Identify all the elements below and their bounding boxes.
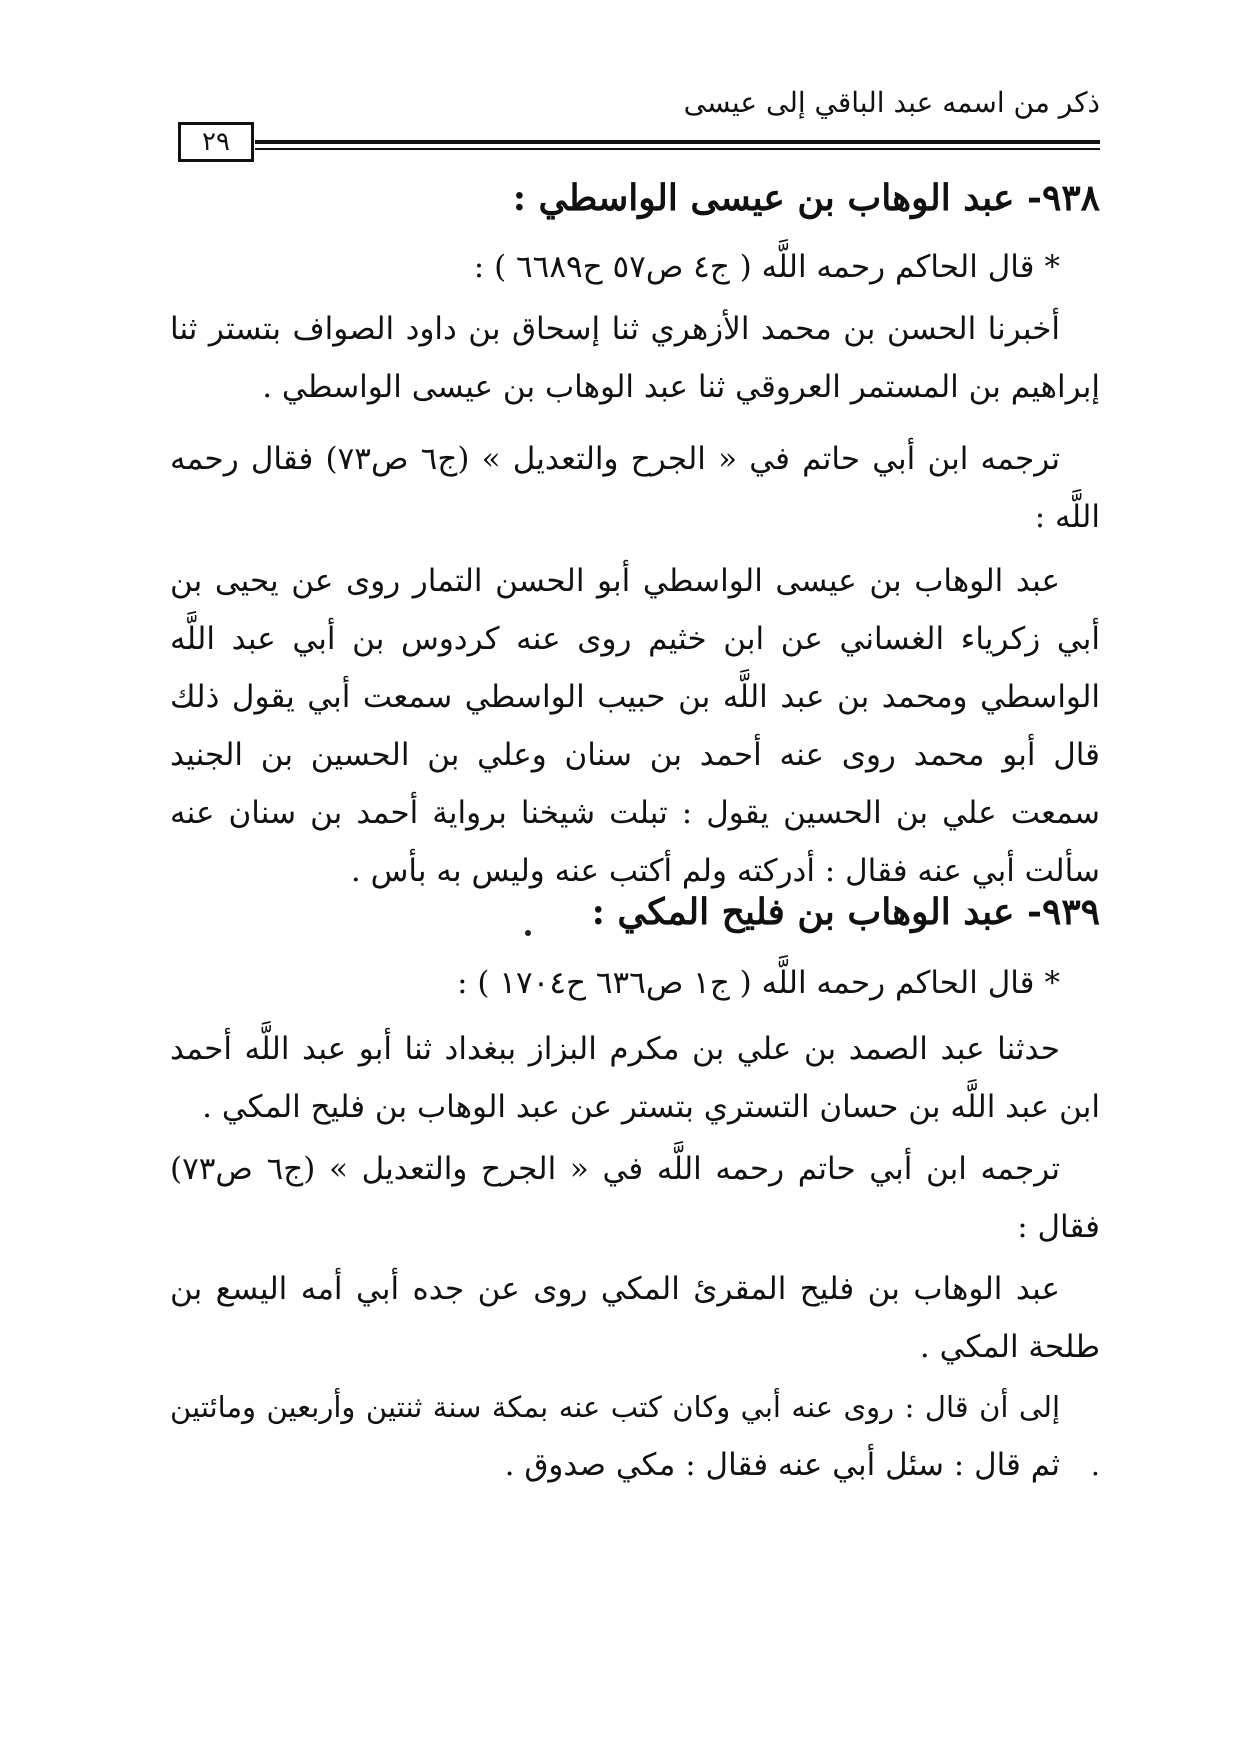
source-citation: قال الحاكم رحمه اللَّه ( ج٤ ص٥٧ ح٦٦٨٩ ) : bbox=[473, 249, 1035, 285]
running-title: ذكر من اسمه عبد الباقي إلى عيسى bbox=[683, 86, 1100, 119]
isnad-paragraph-939: حدثنا عبد الصمد بن علي بن مكرم البزاز ببغداد ثنا أبو عبد اللَّه أحمد ابن عبد اللَّه بن حسان التستري بتستر عن عبد الوهاب بن فليح المكي . bbox=[170, 1031, 1100, 1125]
asterisk-marker: * bbox=[1044, 965, 1060, 1001]
tarjama-text-939: عبد الوهاب بن فليح المقرئ المكي روى عن جده أبي أمه اليسع بن طلحة المكي . bbox=[170, 1271, 1100, 1365]
ink-speck bbox=[525, 930, 531, 936]
tarjama-intro-938: ترجمه ابن أبي حاتم في « الجرح والتعديل » (ج٦ ص٧٣) فقال رحمه اللَّه : bbox=[170, 441, 1100, 535]
tarjama-intro-939: ترجمه ابن أبي حاتم رحمه اللَّه في « الجرح والتعديل » (ج٦ ص٧٣) فقال : bbox=[170, 1151, 1100, 1245]
source-line-939 bbox=[170, 954, 1060, 1012]
entry-heading-939: ٩٣٩- عبد الوهاب بن فليح المكي : bbox=[591, 891, 1100, 933]
entry-heading-938: ٩٣٨- عبد الوهاب بن عيسى الواسطي : bbox=[512, 177, 1100, 219]
page-number-text: ٢٩ bbox=[202, 127, 230, 157]
conclusion-line: ثم قال : سئل أبي عنه فقال : مكي صدوق . bbox=[504, 1447, 1060, 1483]
source-line-938 bbox=[170, 238, 1060, 296]
tarjama-text-938: عبد الوهاب بن عيسى الواسطي أبو الحسن التمار روى عن يحيى بن أبي زكرياء الغساني عن ابن خثيم روى عنه كردوس بن أبي عبد اللَّه الواسطي ومحمد بن عبد اللَّه بن حبيب الواسطي سمعت أبي يقول ذلك قال أبو محمد روى عنه أحمد بن سنان وعلي بن الحسين بن الجنيد سمعت علي بن الحسين يقول : تبلت شيخنا برواية أحمد بن سنان عنه سألت أبي عنه فقال : أدركته ولم أكتب عنه وليس به بأس . bbox=[170, 563, 1100, 889]
isnad-paragraph-938: أخبرنا الحسن بن محمد الأزهري ثنا إسحاق بن داود الصواف بتستر ثنا إبراهيم بن المستمر العروقي ثنا عبد الوهاب بن عيسى الواسطي . bbox=[170, 311, 1100, 405]
page-number bbox=[178, 122, 254, 162]
continuation-line: إلى أن قال : روى عنه أبي وكان كتب عنه بمكة سنة ثنتين وأربعين ومائتين . bbox=[170, 1390, 1100, 1482]
source-citation: قال الحاكم رحمه اللَّه ( ج١ ص٦٣٦ ح١٧٠٤ ) : bbox=[457, 965, 1035, 1001]
asterisk-marker: * bbox=[1044, 249, 1060, 285]
header-rule-thin bbox=[255, 148, 1100, 150]
header-rule-thick bbox=[255, 140, 1100, 144]
